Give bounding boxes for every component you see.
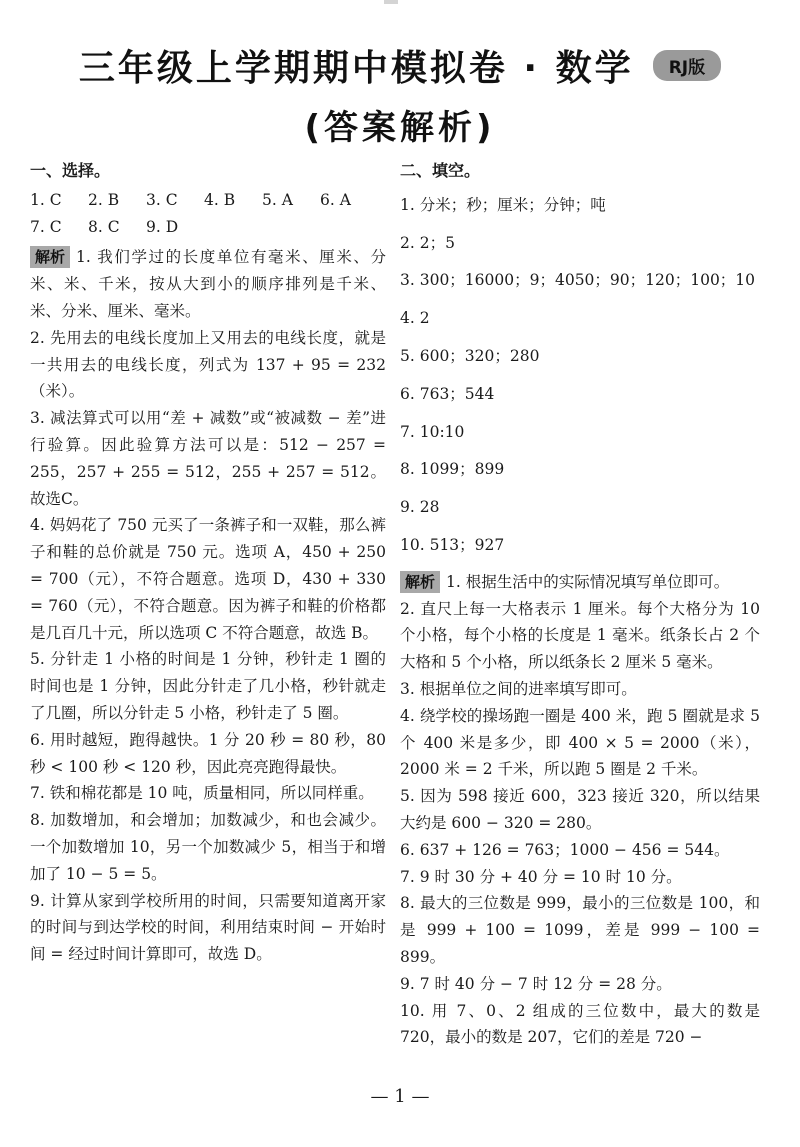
analysis-para: 5. 因为 598 接近 600，323 接近 320，所以结果大约是 600 − 320 = 280。 — [400, 787, 760, 832]
fill-answer: 9. 28 — [400, 498, 440, 517]
page-subtitle: (答案解析) — [304, 108, 496, 148]
analysis-para: 7. 9 时 30 分 + 40 分 = 10 时 10 分。 — [400, 867, 682, 886]
answer-item: 5. A — [262, 190, 293, 209]
analysis-para — [30, 244, 386, 324]
analysis-para: 4. 妈妈花了 750 元买了一条裤子和一双鞋，那么裤子和鞋的总价就是 750 元。选项 A，450 + 250 = 700（元），不符合题意。选项 D，430 + 330 = 760（元），不符合题意。因为裤子和鞋的价格都是几百几十元，所以选项 C 不符合题意，故选 B。 — [30, 516, 386, 642]
analysis-para: 3. 减法算式可以用“差 + 减数”或“被减数 − 差”进行验算。因此验算方法可以是：512 − 257 = 255，257 + 255 = 512，255 + 257 = 512。故选C。 — [30, 409, 386, 508]
analysis-para: 8. 最大的三位数是 999，最小的三位数是 100，和是 999 + 100 = 1099，差是 999 − 100 = 899。 — [400, 894, 760, 966]
analysis-text: 1. 我们学过的长度单位有毫米、厘米、分米、米、千米，按从大到小的顺序排列是千米、米、分米、厘米、毫米。 — [30, 248, 386, 320]
analysis-para: 2. 直尺上每一大格表示 1 厘米。每个大格分为 10 个小格，每个小格的长度是 1 毫米。纸条长占 2 个大格和 5 个小格，所以纸条长 2 厘米 5 毫米。 — [400, 599, 760, 672]
section2-heading: 二、填空。 — [400, 161, 481, 180]
analysis-para — [400, 569, 760, 596]
analysis-para: 4. 绕学校的操场跑一圈是 400 米，跑 5 圈就是求 5 个 400 米是多少，即 400 × 5 = 2000（米），2000 米 = 2 千米，所以跑 5 圈是 2 千米。 — [400, 706, 760, 779]
title-row — [0, 40, 800, 100]
answer-item: 6. A — [320, 190, 351, 209]
analysis-para: 2. 先用去的电线长度加上又用去的电线长度，就是一共用去的电线长度，列式为 137 + 95 = 232（米）。 — [30, 328, 386, 401]
analysis-para: 8. 加数增加，和会增加；加数减少，和也会减少。一个加数增加 10，另一个加数减少 5，相当于和增加了 10 − 5 = 5。 — [30, 811, 386, 883]
section1-heading: 一、选择。 — [30, 161, 111, 180]
analysis-para: 9. 7 时 40 分 − 7 时 12 分 = 28 分。 — [400, 974, 672, 993]
left-column — [30, 158, 386, 968]
answer-item: 1. C — [30, 190, 62, 209]
page-number: — 1 — — [370, 1086, 430, 1107]
fill-answer: 7. 10:10 — [400, 422, 465, 441]
analysis-para: 3. 根据单位之间的进率填写即可。 — [400, 679, 637, 698]
analysis-text: 1. 根据生活中的实际情况填写单位即可。 — [446, 572, 730, 591]
page-title: 三年级上学期期中模拟卷 · 数学 — [78, 48, 634, 89]
scan-mark — [384, 0, 398, 4]
fill-answer: 8. 1099；899 — [400, 460, 505, 479]
answer-item: 3. C — [146, 190, 178, 209]
fill-answer: 3. 300；16000；9；4050；90；120；100；10 — [400, 271, 756, 290]
fill-answer: 4. 2 — [400, 309, 430, 328]
fill-answer: 10. 513；927 — [400, 535, 505, 554]
fill-answer: 6. 763；544 — [400, 384, 495, 403]
right-column — [400, 158, 760, 1051]
answer-item: 9. D — [146, 217, 179, 236]
analysis-para: 5. 分针走 1 小格的时间是 1 分钟，秒针走 1 圈的时间也是 1 分钟，因此分针走了几小格，秒针就走了几圈，所以分针走 5 小格，秒针走了 5 圈。 — [30, 650, 386, 722]
edition-badge: RJ版 — [653, 50, 721, 81]
answer-item: 7. C — [30, 217, 62, 236]
analysis-para: 9. 计算从家到学校所用的时间，只需要知道离开家的时间与到达学校的时间，利用结束时间 − 开始时间 = 经过时间计算即可，故选 D。 — [30, 891, 386, 964]
analysis-para: 6. 637 + 126 = 763；1000 − 456 = 544。 — [400, 840, 730, 859]
answer-item: 4. B — [204, 190, 236, 209]
analysis-tag: 解析 — [30, 246, 70, 268]
analysis-tag: 解析 — [400, 571, 440, 593]
analysis-para: 7. 铁和棉花都是 10 吨，质量相同，所以同样重。 — [30, 784, 374, 803]
fill-answer: 1. 分米；秒；厘米；分钟；吨 — [400, 195, 606, 214]
analysis-para: 6. 用时越短，跑得越快。1 分 20 秒 = 80 秒，80 秒 < 100 秒 < 120 秒，因此亮亮跑得最快。 — [30, 730, 386, 776]
fill-answer: 5. 600；320；280 — [400, 346, 540, 365]
analysis-para: 10. 用 7、0、2 组成的三位数中，最大的数是 720，最小的数是 207，它们的差是 720 − — [400, 1001, 760, 1047]
answer-item: 8. C — [88, 217, 120, 236]
fill-answer: 2. 2；5 — [400, 233, 455, 252]
answer-item: 2. B — [88, 190, 120, 209]
choice-answers — [30, 187, 386, 241]
